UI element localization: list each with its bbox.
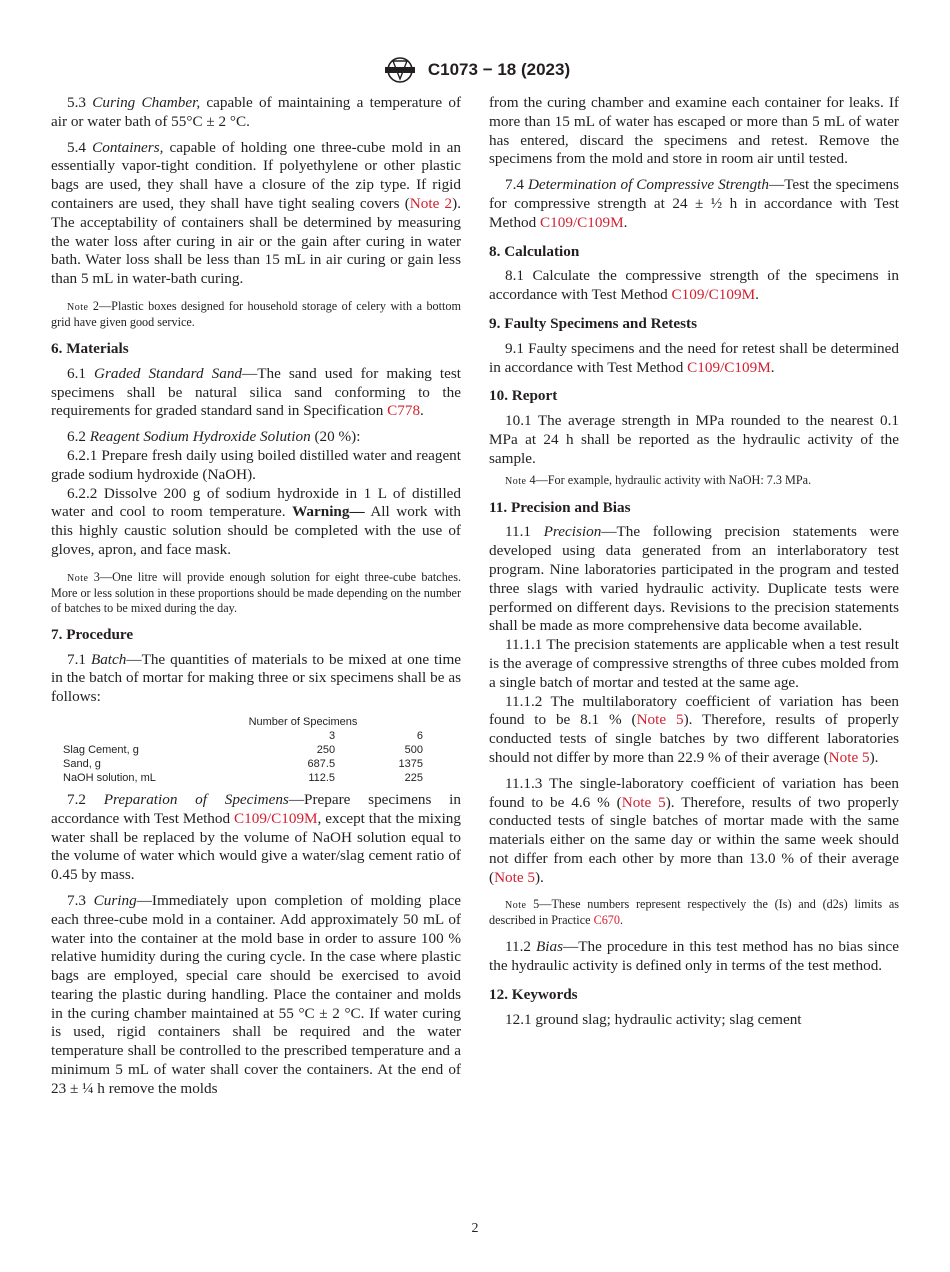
- section-12-1: 12.1 ground slag; hydraulic activity; slag cement: [505, 1010, 802, 1028]
- section-6-1: 6.1 Graded Standard Sand—The sand used for making test specimens shall be natural silica sand conforming to the requirements for graded standard sand in Specification C778.: [51, 364, 462, 420]
- section-11-1-2: 11.1.2 The multilaboratory coefficient of variation has been found to be 8.1 % (Note 5). Therefore, results of properly conducted tests of single batches by two different laboratories should not differ by more than 22.9 % of their average (Note 5).: [489, 692, 899, 766]
- section-11-1-3: 11.1.3 The single-laboratory coefficient of variation has been found to be 4.6 % (Note 5). Therefore, results of two properly conducted tests of single batches of mortar made with the same materials either on the same day or within the same week should not differ from each other by more than 13.0 % of their average (Note 5).: [489, 774, 899, 886]
- heading-report: 10. Report: [489, 387, 558, 405]
- c109-link[interactable]: C109/C109M: [687, 358, 771, 376]
- table-row: Sand, g 687.5 1375: [63, 757, 423, 770]
- note-5-link[interactable]: Note 5: [494, 868, 535, 886]
- heading-calculation: 8. Calculation: [489, 242, 580, 260]
- note-5-link[interactable]: Note 5: [636, 711, 684, 729]
- section-7-3-continued: from the curing chamber and examine each container for leaks. If more than 15 mL of water has escaped or more than 5 mL of water has entered, discard the specimens and retest. Remove the specimens from the mold and store in room air until tested.: [489, 94, 899, 168]
- heading-keywords: 12. Keywords: [489, 986, 578, 1004]
- section-8-1: 8.1 Calculate the compressive strength of the specimens in accordance with Test Method C109/C109M.: [489, 267, 899, 304]
- note-5-link[interactable]: Note 5: [828, 748, 870, 766]
- section-11-1-1: 11.1.1 The precision statements are applicable when a test result is the average of compressive strengths of three cubes molded from a single batch of mortar and tested at the same age.: [489, 636, 899, 691]
- note-5-link[interactable]: Note 5: [621, 793, 666, 811]
- c778-link[interactable]: C778: [387, 402, 421, 420]
- section-6-2-2: 6.2.2 Dissolve 200 g of sodium hydroxide in 1 L of distilled water and cool to room temperature. Warning— All work with this highly caustic solution should be completed with the use of gloves, apron, and face mask.: [51, 484, 461, 558]
- page-header: [0, 55, 950, 85]
- note-2: Note 2—Plastic boxes designed for household storage of celery with a bottom grid have given good service.: [51, 298, 461, 329]
- note-2-link[interactable]: Note 2: [409, 194, 453, 212]
- section-7-1: 7.1 Batch—The quantities of materials to be mixed at one time in the batch of mortar for making three or six specimens shall be as follows:: [51, 650, 461, 706]
- section-6-2-1: 6.2.1 Prepare fresh daily using boiled distilled water and reagent grade sodium hydroxide (NaOH).: [51, 446, 461, 483]
- heading-materials: 6. Materials: [51, 339, 129, 357]
- table-row: Slag Cement, g 250 500: [63, 743, 423, 756]
- section-6-2: 6.2 Reagent Sodium Hydroxide Solution (20 %):: [67, 428, 361, 446]
- c109-link[interactable]: C109/C109M: [234, 809, 318, 827]
- page-number: 2: [471, 1221, 479, 1236]
- c109-link[interactable]: C109/C109M: [540, 213, 624, 231]
- section-11-1: 11.1 Precision—The following precision statements were developed using data generated from an interlaboratory test program. Nine laboratories participated in the program and tested three slags with varied hydraulic activity. Duplicate tests were performed on different days. Revisions to the precision statements shall be made as more comprehensive data become available.: [489, 523, 899, 635]
- section-7-3: 7.3 Curing—Immediately upon completion of molding place each three-cube mold in a container. Add approximately 50 mL of water into the container at the mold base in order to assure 100 % relative humidity during the curing cycle. In the case where plastic bags are employed, special care should be exercised to avoid tearing the plastic during handling. Place the container and molds in the curing chamber maintained at 55 °C ± 2 °C. If water curing is used, rigid containers shall be required and the water temperature shall be controlled to the prescribed temperature and a minimum 5 mL of water shall cover the containers. At the end of 23 ± ¼ h remove the molds: [51, 891, 461, 1097]
- section-7-2: 7.2 Preparation of Specimens—Prepare specimens in accordance with Test Method C109/C109M, except that the mixing water shall be replaced by the volume of NaOH solution equal to the volume of water which would give a water/slag cement ratio of 0.45 by mass.: [51, 790, 461, 884]
- note-5: Note 5—These numbers represent respectively the (Is) and (d2s) limits as described in Practice C670.: [489, 897, 899, 928]
- section-11-2: 11.2 Bias—The procedure in this test method has no bias since the hydraulic activity is defined only in terms of the test method.: [489, 938, 899, 975]
- document-designation: C1073 − 18 (2023): [427, 60, 571, 79]
- c670-link[interactable]: C670: [593, 913, 620, 928]
- note-3: Note 3—One litre will provide enough solution for eight three-cube batches. More or less solution in these proportions should be made depending on the number of batches to be mixed during the day.: [51, 569, 461, 615]
- heading-faulty-specimens: 9. Faulty Specimens and Retests: [489, 314, 697, 332]
- batch-table: [63, 715, 423, 785]
- astm-logo-icon: [380, 55, 420, 85]
- note-4: Note 4—For example, hydraulic activity with NaOH: 7.3 MPa.: [505, 472, 812, 487]
- table-row: NaOH solution, mL 112.5 225: [63, 771, 423, 784]
- table-header: Number of Specimens: [248, 715, 358, 728]
- section-5-4: 5.4 Containers, capable of holding one three-cube mold in an essentially vapor-tight condition. If polyethylene or other plastic bags are used, they shall have a closure of the zip type. If rigid containers are used, they shall have tight sealing covers (Note 2). The acceptability of containers shall be determined by measuring the water loss after curing in air or the gain after curing in water bath. Water loss shall be less than 15 mL in air curing or gain less than 5 mL in water-bath curing.: [51, 138, 462, 288]
- right-column: [489, 94, 899, 1037]
- c109-link[interactable]: C109/C109M: [671, 286, 756, 304]
- section-9-1: 9.1 Faulty specimens and the need for retest shall be determined in accordance with Test Method C109/C109M.: [489, 339, 899, 376]
- heading-precision-bias: 11. Precision and Bias: [489, 498, 631, 516]
- section-7-4: 7.4 Determination of Compressive Strength—Test the specimens for compressive strength at 24 ± ½ h in accordance with Test Method C109/C109M.: [489, 176, 899, 231]
- col-header-6: 6: [416, 729, 423, 742]
- section-5-3: 5.3 Curing Chamber, capable of maintaining a temperature of air or water bath of 55°C ± 2 °C.: [51, 94, 462, 130]
- section-10-1: 10.1 The average strength in MPa rounded to the nearest 0.1 MPa at 24 h shall be reported as the hydraulic activity of the sample.: [489, 412, 899, 467]
- left-column: [51, 94, 461, 1106]
- col-header-3: 3: [328, 729, 336, 742]
- heading-procedure: 7. Procedure: [51, 625, 134, 643]
